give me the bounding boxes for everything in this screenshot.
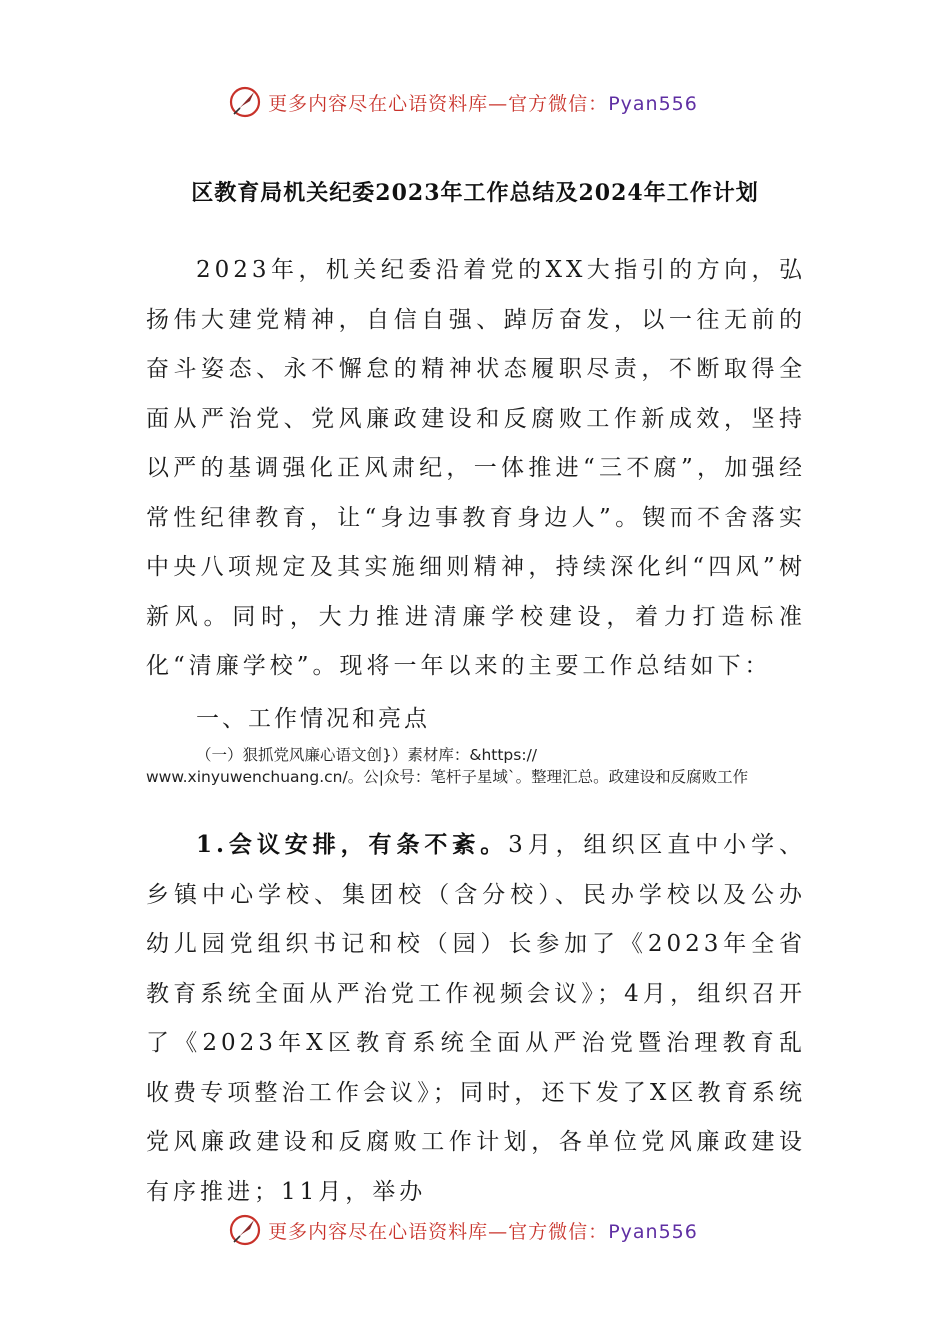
item1-paragraph [146,820,806,1217]
source-note-line1: （一）狠抓党风廉心语文创}）素材库：&https:// [196,746,538,764]
banner-separator: — [488,1220,509,1243]
source-note [146,744,811,788]
banner-wechat-id: Pyan556 [608,92,698,115]
banner-wechat-label: 官方微信： [508,1220,609,1243]
intro-paragraph: 2023年，机关纪委沿着党的XX大指引的方向，弘扬伟大建党精神，自信自强、踔厉奋发，以一往无前的奋斗姿态、永不懈怠的精神状态履职尽责，不断取得全面从严治党、党风廉政建设和反腐败工作新成效，坚持以严的基调强化正风肃纪，一体推进“三不腐”，加强经常性纪律教育，让“身边事教育身边人”。锲而不舍落实中央八项规定及其实施细则精神，持续深化纠“四风”树新风。同时，大力推进清廉学校建设，着力打造标准化“清廉学校”。现将一年以来的主要工作总结如下： [146,257,806,679]
section-heading: 一、工作情况和亮点 [196,706,430,732]
item1-body: 3月，组织区直中小学、乡镇中心学校、集团校（含分校）、民办学校以及公办幼儿园党组织书记和校（园）长参加了《2023年全省教育系统全面从严治党工作视频会议》；4月，组织召开了《2023年X区教育系统全面从严治党暨治理教育乱收费专项整治工作会议》；同时，还下发了X区教育系统党风廉政建设和反腐败工作计划，各单位党风廉政建设有序推进；11月，举办 [146,832,807,1205]
header-banner [0,80,950,124]
banner-separator: — [488,92,509,115]
source-note-line2: www.xinyuwenchuang.cn/。公|众号：笔杆子星域`。整理汇总。政建设和反腐败工作 [146,768,749,786]
item1-heading: 1.会议安排，有条不紊。 [196,831,509,858]
banner-wechat-label: 官方微信： [508,92,609,115]
quill-logo-icon [228,1213,262,1247]
banner-text [268,1217,698,1244]
banner-wechat-id: Pyan556 [608,1220,698,1243]
quill-logo-icon [228,85,262,119]
footer-banner [0,1208,950,1252]
banner-text [268,89,698,116]
banner-slogan: 更多内容尽在心语资料库 [268,92,489,115]
document-title: 区教育局机关纪委2023年工作总结及2024年工作计划 [191,180,759,206]
banner-slogan: 更多内容尽在心语资料库 [268,1220,489,1243]
